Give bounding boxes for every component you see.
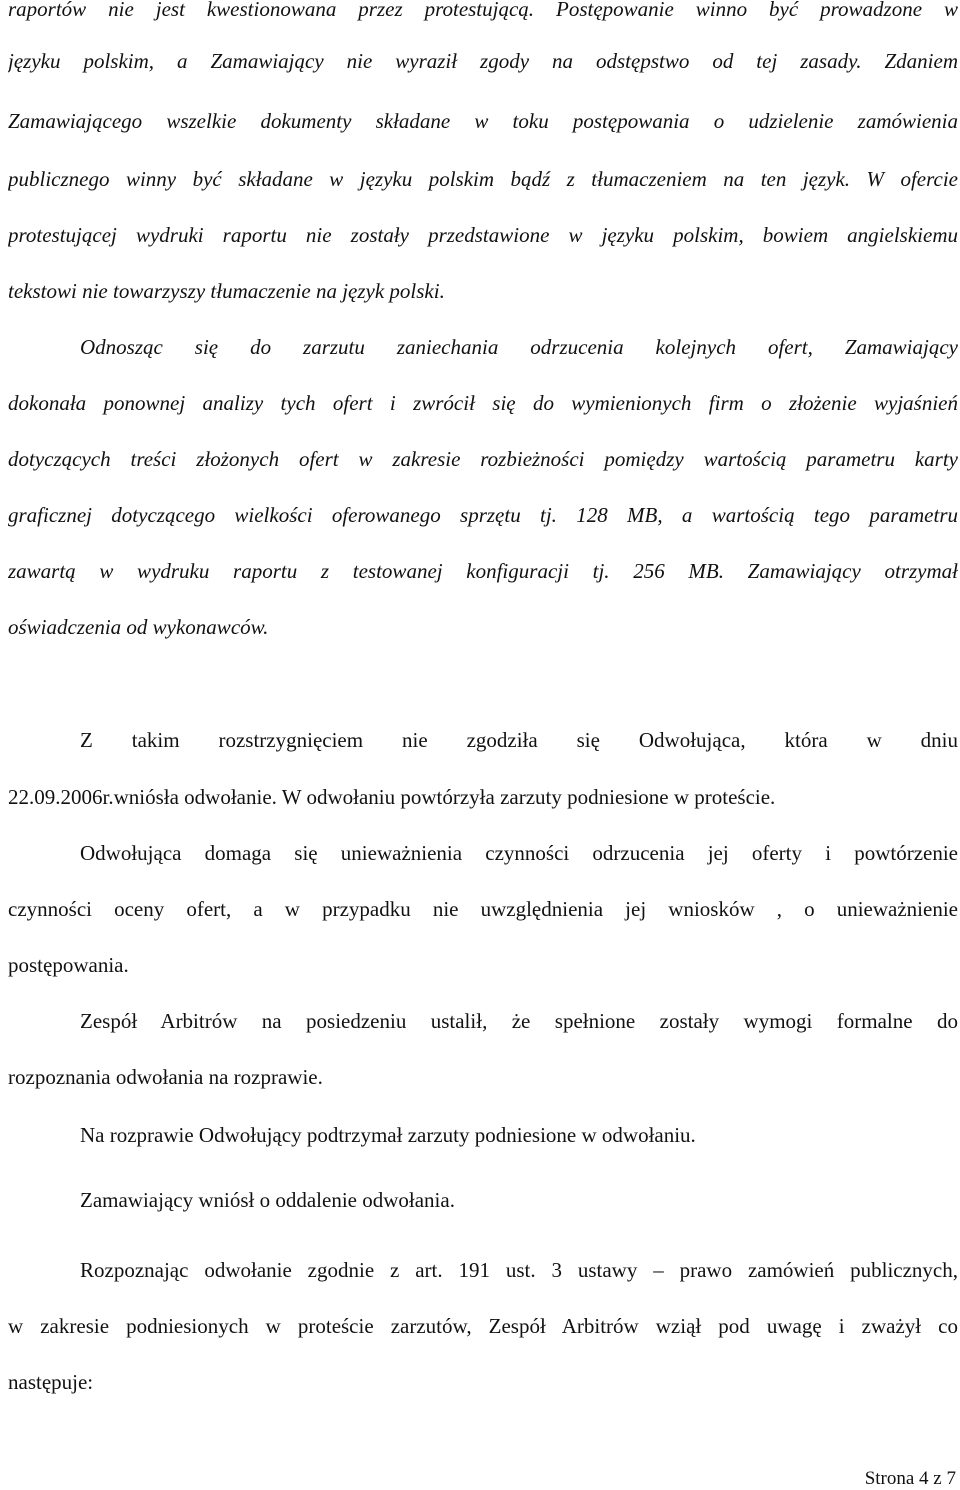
text-line: dokonała ponownej analizy tych ofert i zwrócił się do wymienionych firm o złożenie wyjaśnień	[8, 391, 958, 415]
text-line: Z takim rozstrzygnięciem nie zgodziła się Odwołująca, która w dniu	[80, 728, 958, 752]
text-line: następuje:	[8, 1370, 94, 1394]
text-line: 22.09.2006r.wniósła odwołanie. W odwołaniu powtórzyła zarzuty podniesione w proteście.	[8, 785, 776, 809]
text-line: dotyczących treści złożonych ofert w zakresie rozbieżności pomiędzy wartością parametru karty	[8, 447, 958, 471]
text-line: Odwołująca domaga się unieważnienia czynności odrzucenia jej oferty i powtórzenie	[80, 841, 958, 865]
text-line: protestującej wydruki raportu nie zostały przedstawione w języku polskim, bowiem angielskiemu	[8, 223, 958, 247]
text-line: postępowania.	[8, 953, 129, 977]
text-line: raportów nie jest kwestionowana przez protestującą. Postępowanie winno być prowadzone w	[8, 0, 958, 21]
text-line: zawartą w wydruku raportu z testowanej konfiguracji tj. 256 MB. Zamawiający otrzymał	[8, 559, 958, 583]
text-line: w zakresie podniesionych w proteście zarzutów, Zespół Arbitrów wziął pod uwagę i zważył co	[8, 1314, 958, 1338]
text-line: graficznej dotyczącego wielkości oferowanego sprzętu tj. 128 MB, a wartością tego parametru	[8, 503, 958, 527]
text-line: Zamawiającego wszelkie dokumenty składane w toku postępowania o udzielenie zamówienia	[8, 109, 958, 133]
text-line: tekstowi nie towarzyszy tłumaczenie na język polski.	[8, 279, 445, 303]
text-line: czynności oceny ofert, a w przypadku nie uwzględnienia jej wniosków , o unieważnienie	[8, 897, 958, 921]
text-line: Na rozprawie Odwołujący podtrzymał zarzuty podniesione w odwołaniu.	[80, 1123, 696, 1147]
text-line: Rozpoznając odwołanie zgodnie z art. 191 ust. 3 ustawy – prawo zamówień publicznych,	[80, 1258, 958, 1282]
page-number: Strona 4 z 7	[864, 1468, 956, 1489]
text-line: rozpoznania odwołania na rozprawie.	[8, 1065, 323, 1089]
text-line: publicznego winny być składane w języku polskim bądź z tłumaczeniem na ten język. W ofercie	[8, 167, 958, 191]
text-line: oświadczenia od wykonawców.	[8, 615, 269, 639]
text-line: Zespół Arbitrów na posiedzeniu ustalił, że spełnione zostały wymogi formalne do	[80, 1009, 958, 1033]
text-line: Odnosząc się do zarzutu zaniechania odrzucenia kolejnych ofert, Zamawiający	[80, 335, 958, 359]
text-line: języku polskim, a Zamawiający nie wyraził zgody na odstępstwo od tej zasady. Zdaniem	[8, 49, 958, 73]
text-line: Zamawiający wniósł o oddalenie odwołania.	[80, 1188, 455, 1212]
